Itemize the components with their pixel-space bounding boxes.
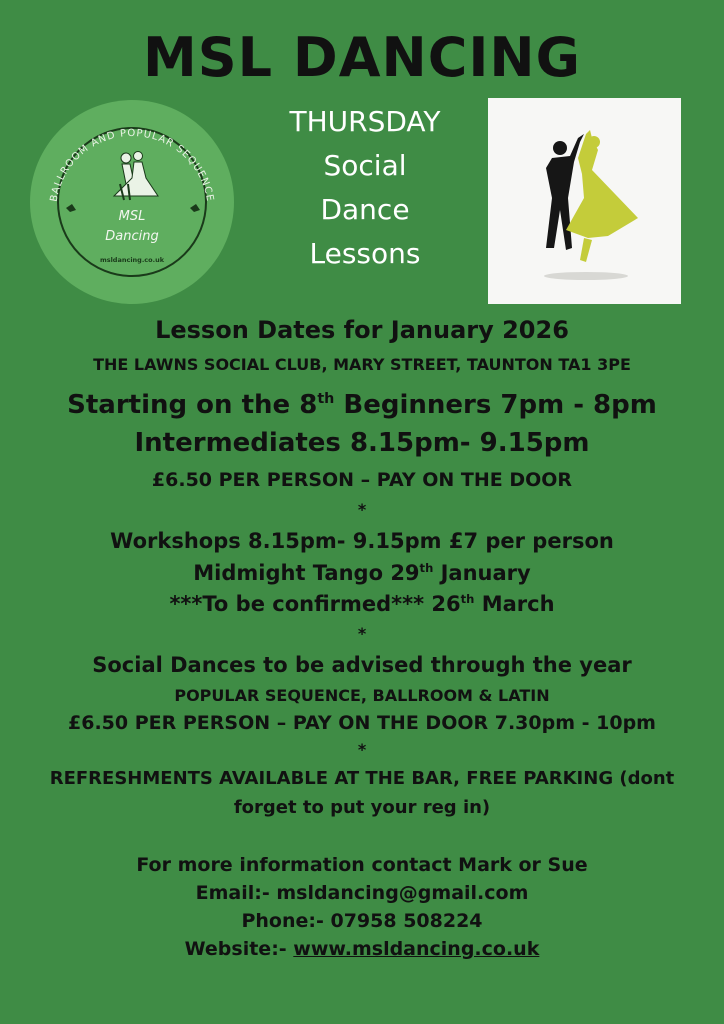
tbc-workshop — [0, 592, 724, 616]
subtitle — [260, 100, 470, 276]
dancers-photo — [488, 98, 681, 304]
dancers-icon — [114, 152, 158, 201]
refreshments-line2: forget to put your reg in) — [233, 797, 491, 818]
tango-workshop — [0, 561, 724, 585]
lessons-heading: Lesson Dates for January 2026 — [155, 316, 569, 344]
venue-address: THE LAWNS SOCIAL CLUB, MARY STREET, TAUNTON TA1 3PE — [93, 355, 631, 374]
start-text: Starting on the 8 — [67, 390, 318, 420]
tango-month: January — [433, 561, 531, 586]
social-styles: POPULAR SEQUENCE, BALLROOM & LATIN — [174, 686, 550, 705]
tango-ordinal: th — [419, 561, 434, 575]
subtitle-line2: Social — [323, 149, 407, 182]
tbc-ordinal: th — [460, 592, 475, 606]
contact-website — [0, 938, 724, 960]
contact-phone: Phone:- 07958 508224 — [241, 910, 483, 932]
beginners-time: Beginners 7pm - 8pm — [334, 390, 657, 420]
separator-3: * — [357, 740, 367, 759]
contact-heading: For more information contact Mark or Sue — [136, 854, 588, 876]
logo-name-line2: Dancing — [105, 229, 159, 244]
tbc-text: ***To be confirmed*** 26 — [169, 592, 461, 617]
website-link[interactable]: www.msldancing.co.uk — [293, 938, 540, 960]
contact-email: Email:- msldancing@gmail.com — [195, 882, 529, 904]
club-logo — [30, 100, 234, 304]
start-ordinal: th — [317, 391, 335, 407]
separator-2: * — [357, 624, 367, 643]
lesson-price: £6.50 PER PERSON – PAY ON THE DOOR — [151, 469, 573, 491]
tbc-month: March — [474, 592, 555, 617]
subtitle-day: THURSDAY — [289, 105, 441, 138]
page-title: MSL DANCING — [143, 26, 581, 89]
logo-ring-text: BALLROOM AND POPULAR SEQUENCE — [48, 127, 216, 203]
social-heading: Social Dances to be advised through the year — [92, 653, 632, 677]
workshops-line: Workshops 8.15pm- 9.15pm £7 per person — [110, 529, 614, 553]
subtitle-line4: Lessons — [309, 237, 421, 270]
logo-url: msldancing.co.uk — [99, 256, 165, 264]
subtitle-line3: Dance — [320, 193, 410, 226]
social-price: £6.50 PER PERSON – PAY ON THE DOOR 7.30pm - 10pm — [68, 712, 656, 734]
intermediates-time: Intermediates 8.15pm- 9.15pm — [134, 428, 590, 458]
tango-text: Midmight Tango 29 — [193, 561, 420, 586]
website-label: Website:- — [184, 938, 294, 960]
ballroom-couple-icon — [546, 130, 638, 262]
logo-name-line1: MSL — [118, 209, 146, 224]
start-beginners — [0, 390, 724, 420]
refreshments-line1: REFRESHMENTS AVAILABLE AT THE BAR, FREE PARKING (dont — [49, 768, 675, 789]
separator-1: * — [357, 500, 367, 519]
